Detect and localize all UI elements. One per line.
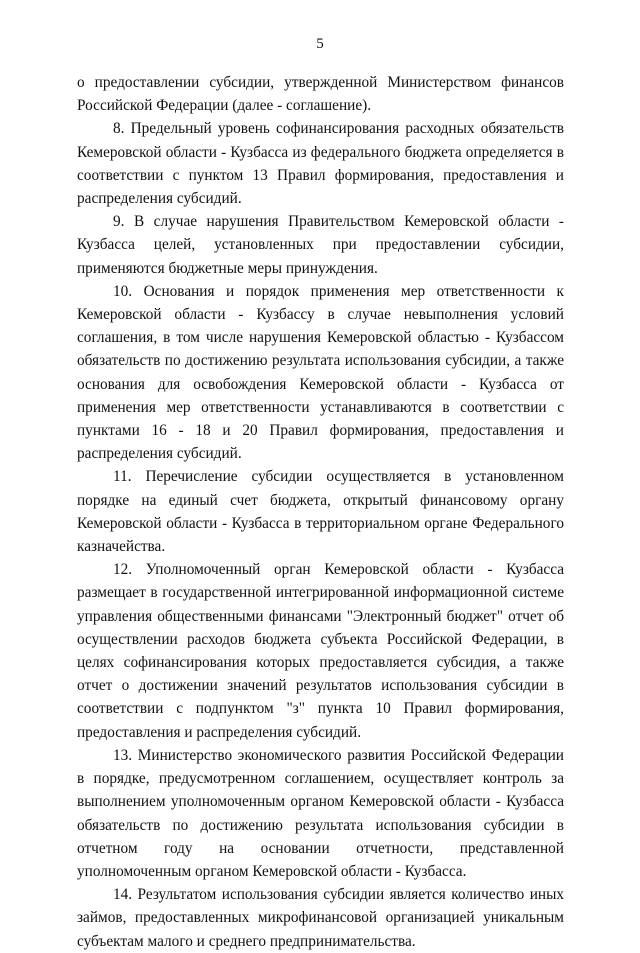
paragraph-continuation: о предоставлении субсидии, утвержденной Министерством финансов Российской Федерации (далее - соглашение).	[77, 74, 564, 115]
document-body	[77, 71, 564, 953]
paragraph-10: 10. Основания и порядок применения мер ответственности к Кемеровской области - Кузбассу в случае невыполнения условий соглашения, в том числе нарушения Кемеровской областью - Кузбассом обязательств по достижению результата использования субсидии, а также основания для освобождения Кемеровской области - Кузбасса от применения мер ответственности устанавливаются в соответствии с пунктами 16 - 18 и 20 Правил формирования, предоставления и распределения субсидий.	[77, 282, 564, 463]
paragraph-9: 9. В случае нарушения Правительством Кемеровской области - Кузбасса целей, установленных при предоставлении субсидии, применяются бюджетные меры принуждения.	[77, 213, 564, 277]
paragraph-11: 11. Перечисление субсидии осуществляется в установленном порядке на единый счет бюджета, открытый финансовому органу Кемеровской области - Кузбасса в территориальном органе Федерального казначейства.	[77, 468, 564, 556]
paragraph-14: 14. Результатом использования субсидии является количество иных займов, предоставленных микрофинансовой организацией уникальным субъектам малого и среднего предпринимательства.	[77, 886, 564, 950]
paragraph-12: 12. Уполномоченный орган Кемеровской области - Кузбасса размещает в государственной интегрированной информационной системе управления общественными финансами "Электронный бюджет" отчет об осуществлении расходов бюджета субъекта Российской Федерации, в целях софинансирования которых предоставляется субсидия, а также отчет о достижении значений результатов использования субсидии в соответствии с подпунктом "з" пункта 10 Правил формирования, предоставления и распределения субсидий.	[77, 561, 564, 741]
paragraph-13: 13. Министерство экономического развития Российской Федерации в порядке, предусмотренном соглашением, осуществляет контроль за выполнением уполномоченным органом Кемеровской области - Кузбасса обязательств по достижению результата использования субсидии в отчетном году на основании отчетности, представленной уполномоченным органом Кемеровской области - Кузбасса.	[77, 746, 564, 880]
paragraph-8: 8. Предельный уровень софинансирования расходных обязательств Кемеровской области - Кузбасса из федерального бюджета определяется в соответствии с пунктом 13 Правил формирования, предоставления и распределения субсидий.	[77, 120, 564, 208]
page-number: 5	[316, 36, 324, 52]
